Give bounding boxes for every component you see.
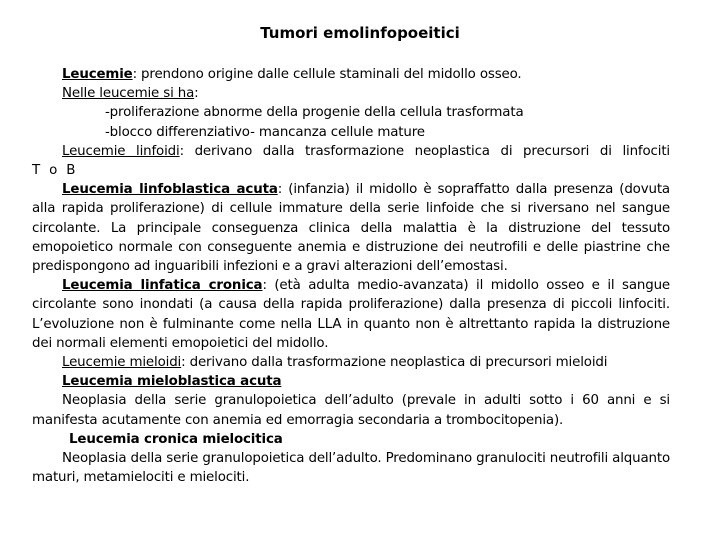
bullet-proliferazione: -proliferazione abnorme della progenie della cellula trasformata [105, 105, 524, 121]
term-leucemie-linfoidi: Leucemie linfoidi [62, 143, 180, 159]
text-leucemie: : prendono origine dalle cellule staminali del midollo osseo. [132, 67, 522, 82]
text-leucemia-linfoblastica: : (infanzia) il midollo è sopraffatto dalla presenza (dovuta alla rapida proliferazione) di cellule immature della serie linfoide che si riversano nel sangue circolante. La principale conseguenza clinica della malattia è la distruzione del tessuto emopoietico normale con conseguente anemia e distruzione dei neutrofili e delle piastrine che predispongono ad inguaribili infezioni e a gravi alterazioni dell’emostasi. [32, 182, 670, 275]
paragraph-leucemia-linfatica [32, 276, 670, 353]
term-leucemie: Leucemie [62, 67, 133, 82]
document-body [32, 65, 670, 487]
page-title: Tumori emolinfopoeitici [260, 24, 460, 42]
text-leucemie-mieloidi: : derivano dalla trasformazione neoplastica di precursori mieloidi [181, 355, 608, 371]
paragraph-nelle-leucemie [32, 84, 670, 103]
paragraph-leucemia-mieloblastica: Neoplasia della serie granulopoietica dell’adulto (prevale in adulti sotto i 60 anni e si manifesta acutamente con anemia ed emorragia secondaria a trombocitopenia). [32, 393, 670, 428]
paragraph-leucemia-linfoblastica [32, 180, 670, 276]
text-leucemia-linfatica: : (età adulta medio-avanzata) il midollo osseo e il sangue circolante sono inondati (a causa della rapida proliferazione) dalla presenza di piccoli linfociti. L’evoluzione non è fulminante come nella LLA in quanto non è altrettanto rapida la distruzione dei normali elementi emopoietici del midollo. [32, 278, 671, 351]
paragraph-leucemia-mielocitica: Neoplasia della serie granulopoietica dell’adulto. Predominano granulociti neutrofili alquanto maturi, metamielociti e mielociti. [32, 451, 670, 486]
paragraph-leucemie-mieloidi [32, 353, 670, 372]
paragraph-leucemie-linfoidi [32, 142, 670, 180]
heading-leucemia-mieloblastica: Leucemia mieloblastica acuta [62, 374, 282, 390]
heading-leucemia-mielocitica: Leucemia cronica mielocitica [69, 431, 283, 447]
label-colon: : [194, 86, 199, 102]
term-leucemie-mieloidi: Leucemie mieloidi [62, 355, 182, 371]
label-nelle-leucemie: Nelle leucemie si ha [62, 86, 195, 102]
term-leucemia-linfoblastica: Leucemia linfoblastica acuta [62, 182, 278, 198]
bullet-blocco: -blocco differenziativo- mancanza cellule mature [105, 124, 425, 140]
text-leucemie-linfoidi: : derivano dalla trasformazione neoplastica di precursori di linfociti T o B [32, 143, 670, 179]
paragraph-leucemie [32, 65, 670, 84]
term-leucemia-linfatica: Leucemia linfatica cronica [62, 278, 263, 294]
